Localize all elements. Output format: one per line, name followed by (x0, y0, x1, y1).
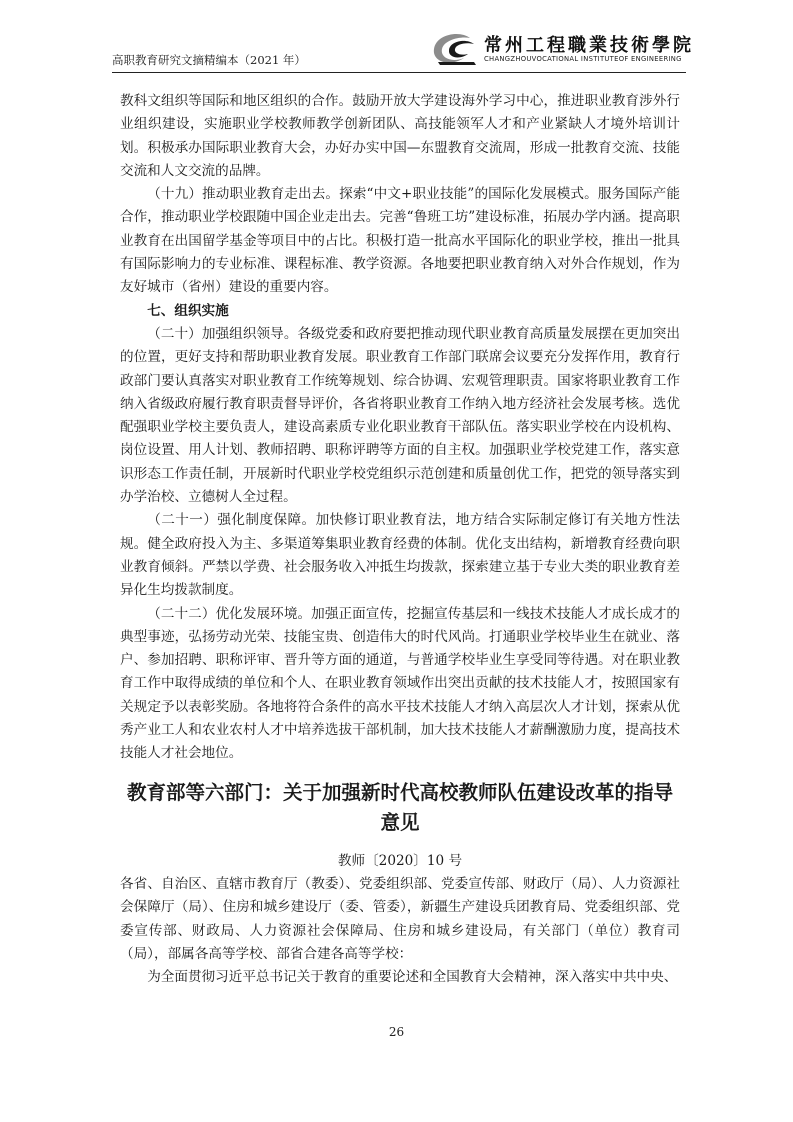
body-paragraph: （二十）加强组织领导。各级党委和政府要把推动现代职业教育高质量发展摆在更加突出的位置，更好支持和帮助职业教育发展。职业教育工作部门联席会议要充分发挥作用，教育行政部门要认真落实对职业教育工作统筹规划、综合协调、宏观管理职责。国家将职业教育工作纳入省级政府履行教育职责督导评价，各省将职业教育工作纳入地方经济社会发展考核。选优配强职业学校主要负责人，建设高素质专业化职业教育干部队伍。落实职业学校在内设机构、岗位设置、用人计划、教师招聘、职称评聘等方面的自主权。加强职业学校党建工作，落实意识形态工作责任制，开展新时代职业学校党组织示范创建和质量创优工作，把党的领导落实到办学治校、立德树人全过程。 (120, 325, 680, 506)
body-paragraph: 教科文组织等国际和地区组织的合作。鼓励开放大学建设海外学习中心，推进职业教育涉外行业组织建设，实施职业学校教师教学创新团队、高技能领军人才和产业紧缺人才境外培训计划。积极承办国际职业教育大会，办好办实中国—东盟教育交流周，形成一批教育交流、技能交流和人文交流的品牌。 (120, 93, 680, 179)
body-paragraph: 为全面贯彻习近平总书记关于教育的重要论述和全国教育大会精神，深入落实中共中央、 (147, 969, 678, 986)
section-heading: 七、组织实施 (147, 302, 229, 319)
college-logo-icon (430, 32, 478, 66)
page-number: 26 (388, 1025, 405, 1039)
body-paragraph: （二十一）强化制度保障。加快修订职业教育法，地方结合实际制定修订有关地方性法规。健全政府投入为主、多渠道筹集职业教育经费的体制。优化支出结构，新增教育经费向职业教育倾斜。严禁以学费、社会服务收入冲抵生均拨款，探索建立基于专业大类的职业教育差异化生均拨款制度。 (120, 512, 680, 599)
page-header (112, 28, 694, 72)
header-publication-title: 高职教育研究文摘精编本（2021 年） (112, 53, 306, 67)
page-body (120, 90, 680, 989)
header-divider (112, 72, 686, 73)
college-name-chinese: 常州工程職業技術學院 (484, 35, 694, 56)
document-number: 教师〔2020〕10 号 (337, 852, 463, 869)
body-paragraph: （二十二）优化发展环境。加强正面宣传，挖掘宣传基层和一线技术技能人才成长成才的典型事迹，弘扬劳动光荣、技能宝贵、创造伟大的时代风尚。打通职业学校毕业生在就业、落户、参加招聘、职称评审、晋升等方面的通道，与普通学校毕业生享受同等待遇。对在职业教育工作中取得成绩的单位和个人、在职业教育领域作出突出贡献的技术技能人才，按照国家有关规定予以表彰奖励。各地将符合条件的高水平技术技能人才纳入高层次人才计划，探索从优秀产业工人和农业农村人才中培养选拔干部机制，加大技术技能人才薪酬激励力度，提高技术技能人才社会地位。 (120, 605, 680, 762)
college-name-english: CHANGZHOUVOCATIONAL INSTITUTEOF ENGINEERING (484, 55, 682, 63)
document-title: 教育部等六部门：关于加强新时代高校教师队伍建设改革的指导意见 (126, 780, 673, 834)
body-paragraph: （十九）推动职业教育走出去。探索“中文+职业技能”的国际化发展模式。服务国际产能合作，推动职业学校跟随中国企业走出去。完善“鲁班工坊”建设标准，拓展办学内涵。提高职业教育在出国留学基金等项目中的占比。积极打造一批高水平国际化的职业学校，推出一批具有国际影响力的专业标准、课程标准、教学资源。各地要把职业教育纳入对外合作规划，作为友好城市（省州）建设的重要内容。 (120, 186, 680, 296)
addressee-paragraph: 各省、自治区、直辖市教育厅（教委）、党委组织部、党委宣传部、财政厅（局）、人力资源社会保障厅（局）、住房和城乡建设厅（委、管委），新疆生产建设兵团教育局、党委组织部、党委宣传部、财政局、人力资源社会保障局、住房和城乡建设局，有关部门（单位）教育司（局），部属各高等学校、部省合建各高等学校： (120, 875, 680, 962)
